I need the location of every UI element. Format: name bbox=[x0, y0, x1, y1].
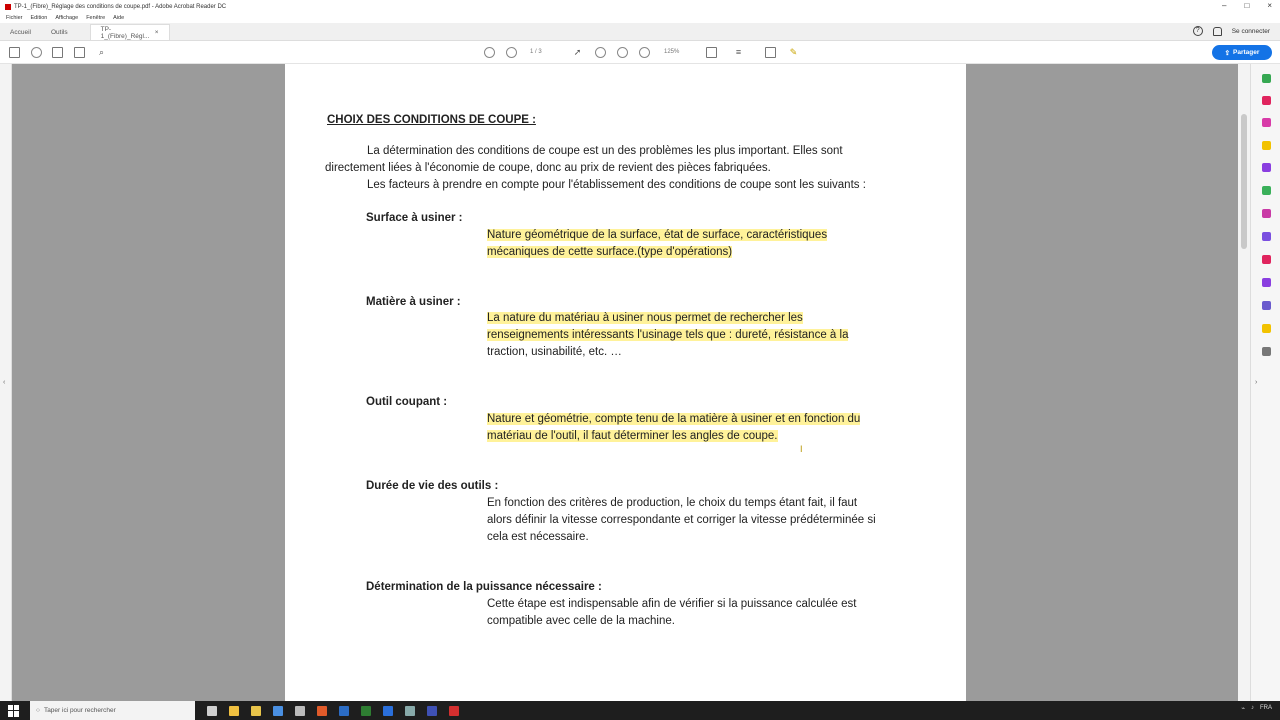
collapse-right-panel-icon[interactable]: › bbox=[1255, 379, 1258, 386]
next-page-icon[interactable] bbox=[506, 47, 517, 58]
expand-left-panel-icon[interactable]: ‹ bbox=[3, 379, 6, 386]
acrobat-logo-icon bbox=[5, 4, 11, 10]
section-line bbox=[487, 327, 848, 344]
section-title: Surface à usiner : bbox=[366, 212, 463, 224]
system-tray bbox=[1241, 705, 1272, 712]
send-for-signature-icon[interactable] bbox=[1262, 232, 1271, 241]
redact-icon[interactable] bbox=[1262, 278, 1271, 287]
section-title: Détermination de la puissance nécessaire : bbox=[366, 581, 602, 593]
section-line: traction, usinabilité, etc. … bbox=[487, 346, 622, 358]
edit-pdf-icon[interactable] bbox=[1262, 118, 1271, 127]
window-title: TP-1_(Fibre)_Réglage des conditions de coupe.pdf - Adobe Acrobat Reader DC bbox=[14, 4, 227, 10]
comment-icon[interactable] bbox=[765, 47, 776, 58]
maximize-button[interactable]: □ bbox=[1244, 1, 1250, 10]
tab-close-icon[interactable]: × bbox=[154, 29, 159, 36]
intro-line: directement liées à l'économie de coupe, donc au prix de revient des pièces fabriquées. bbox=[325, 162, 771, 174]
protect-icon[interactable] bbox=[1262, 255, 1271, 264]
highlighted-text: matériau de l'outil, il faut déterminer les angles de coupe. bbox=[487, 430, 778, 442]
edge-icon[interactable] bbox=[339, 706, 349, 716]
pdf-page[interactable] bbox=[285, 64, 966, 701]
share-button[interactable] bbox=[1212, 45, 1272, 60]
fill-sign-icon[interactable] bbox=[1262, 209, 1271, 218]
scrollbar-thumb[interactable] bbox=[1241, 114, 1247, 249]
folder-icon[interactable] bbox=[251, 706, 261, 716]
chrome-icon[interactable] bbox=[317, 706, 327, 716]
comment-tool-icon[interactable] bbox=[1262, 141, 1271, 150]
file-explorer-icon[interactable] bbox=[229, 706, 239, 716]
highlighted-text: mécaniques de cette surface.(type d'opérations) bbox=[487, 246, 733, 258]
app-icon[interactable] bbox=[405, 706, 415, 716]
highlighted-text: La nature du matériau à usiner nous permet de rechercher les bbox=[487, 312, 803, 324]
menu-bar bbox=[0, 13, 1280, 23]
intro-line: La détermination des conditions de coupe est un des problèmes les plus important. Elles sont bbox=[367, 145, 843, 157]
volume-icon[interactable]: ♪ bbox=[1251, 705, 1254, 711]
section-line: alors définir la vitesse correspondante et corriger la vitesse prédéterminée si bbox=[487, 514, 876, 526]
window-controls bbox=[1222, 1, 1272, 10]
tab-bar-right bbox=[1193, 26, 1270, 36]
page-indicator[interactable]: 1 / 3 bbox=[530, 49, 542, 55]
tab-bar bbox=[0, 23, 1280, 41]
tab-home[interactable]: Accueil bbox=[10, 28, 31, 36]
menu-view[interactable]: Affichage bbox=[55, 15, 79, 21]
tab-document-label: TP-1_(Fibre)_Régl... bbox=[100, 25, 150, 40]
network-icon[interactable]: ⌁ bbox=[1241, 706, 1245, 712]
search-icon: ○ bbox=[36, 707, 40, 714]
app-icon[interactable] bbox=[295, 706, 305, 716]
highlighted-text: renseignements intéressants l'usinage tels que : dureté, résistance à la bbox=[487, 329, 849, 341]
help-icon[interactable]: ? bbox=[1193, 26, 1203, 36]
windows-start-icon[interactable] bbox=[8, 705, 20, 717]
highlighted-text: Nature et géométrie, compte tenu de la matière à usiner et en fonction du bbox=[487, 413, 861, 425]
highlight-pen-icon[interactable]: ✎ bbox=[789, 47, 798, 57]
section-heading: CHOIX DES CONDITIONS DE COUPE : bbox=[327, 114, 536, 126]
section-title: Outil coupant : bbox=[366, 396, 448, 408]
windows-taskbar bbox=[0, 701, 1280, 720]
more-tools-icon[interactable] bbox=[1262, 347, 1271, 356]
upload-cloud-icon[interactable] bbox=[31, 47, 42, 58]
section-line: Cette étape est indispensable afin de vérifier si la puissance calculée est bbox=[487, 598, 857, 610]
zoom-out-icon[interactable] bbox=[617, 47, 628, 58]
create-pdf-icon[interactable] bbox=[9, 47, 20, 58]
tab-tools[interactable]: Outils bbox=[50, 28, 68, 36]
print-icon[interactable] bbox=[52, 47, 63, 58]
compare-icon[interactable] bbox=[1262, 301, 1271, 310]
fit-page-icon[interactable] bbox=[706, 47, 717, 58]
export-pdf-icon[interactable] bbox=[1262, 74, 1271, 83]
section-line bbox=[487, 227, 827, 244]
stamp-icon[interactable] bbox=[1262, 324, 1271, 333]
email-icon[interactable] bbox=[74, 47, 85, 58]
sign-in-link[interactable]: Se connecter bbox=[1231, 27, 1270, 35]
word-icon[interactable] bbox=[383, 706, 393, 716]
section-line bbox=[487, 244, 732, 261]
combine-files-icon[interactable] bbox=[1262, 163, 1271, 172]
menu-edit[interactable]: Edition bbox=[30, 15, 48, 21]
store-icon[interactable] bbox=[273, 706, 283, 716]
intro-line: Les facteurs à prendre en compte pour l'établissement des conditions de coupe sont les suivants : bbox=[367, 179, 866, 191]
search-placeholder: Taper ici pour rechercher bbox=[43, 707, 116, 714]
section-line bbox=[487, 310, 803, 327]
document-viewer[interactable] bbox=[0, 64, 1280, 701]
hand-tool-icon[interactable] bbox=[595, 47, 606, 58]
section-line bbox=[487, 428, 778, 445]
highlighted-text: Nature géométrique de la surface, état de surface, caractéristiques bbox=[487, 229, 828, 241]
create-pdf-icon[interactable] bbox=[1262, 96, 1271, 105]
section-title: Matière à usiner : bbox=[366, 296, 461, 308]
organize-pages-icon[interactable] bbox=[1262, 186, 1271, 195]
section-line: cela est nécessaire. bbox=[487, 531, 589, 543]
title-bar bbox=[0, 0, 1280, 14]
zoom-in-icon[interactable] bbox=[639, 47, 650, 58]
close-window-button[interactable]: × bbox=[1267, 1, 1272, 10]
acrobat-taskbar-icon[interactable] bbox=[449, 706, 459, 716]
menu-help[interactable]: Aide bbox=[113, 15, 125, 21]
text-cursor-icon: I bbox=[800, 444, 803, 454]
task-view-icon[interactable] bbox=[207, 706, 217, 716]
vertical-scrollbar[interactable] bbox=[1238, 64, 1250, 701]
left-panel-collapsed[interactable] bbox=[0, 64, 12, 701]
app-icon[interactable] bbox=[427, 706, 437, 716]
tab-document[interactable] bbox=[90, 24, 170, 40]
notification-bell-icon[interactable] bbox=[1213, 27, 1222, 36]
scroll-mode-icon[interactable]: ≡ bbox=[735, 47, 742, 57]
share-icon: ⇪ bbox=[1224, 49, 1231, 57]
section-line: En fonction des critères de production, le choix du temps étant fait, il faut bbox=[487, 497, 858, 509]
zoom-level[interactable]: 125% bbox=[664, 49, 680, 55]
share-label: Partager bbox=[1233, 49, 1260, 56]
menu-file[interactable]: Fichier bbox=[6, 15, 23, 21]
right-tools-panel bbox=[1250, 64, 1280, 701]
search-icon[interactable]: ⌕ bbox=[98, 47, 105, 57]
taskbar-search-box[interactable] bbox=[30, 701, 195, 720]
section-title: Durée de vie des outils : bbox=[366, 480, 499, 492]
previous-page-icon[interactable] bbox=[484, 47, 495, 58]
menu-window[interactable]: Fenêtre bbox=[86, 15, 106, 21]
language-indicator[interactable]: FRA bbox=[1260, 705, 1272, 711]
minimize-button[interactable]: – bbox=[1222, 1, 1227, 10]
excel-icon[interactable] bbox=[361, 706, 371, 716]
select-cursor-icon[interactable]: ➚ bbox=[573, 47, 582, 57]
section-line: compatible avec celle de la machine. bbox=[487, 615, 675, 627]
toolbar bbox=[0, 42, 1280, 64]
section-line bbox=[487, 411, 860, 428]
